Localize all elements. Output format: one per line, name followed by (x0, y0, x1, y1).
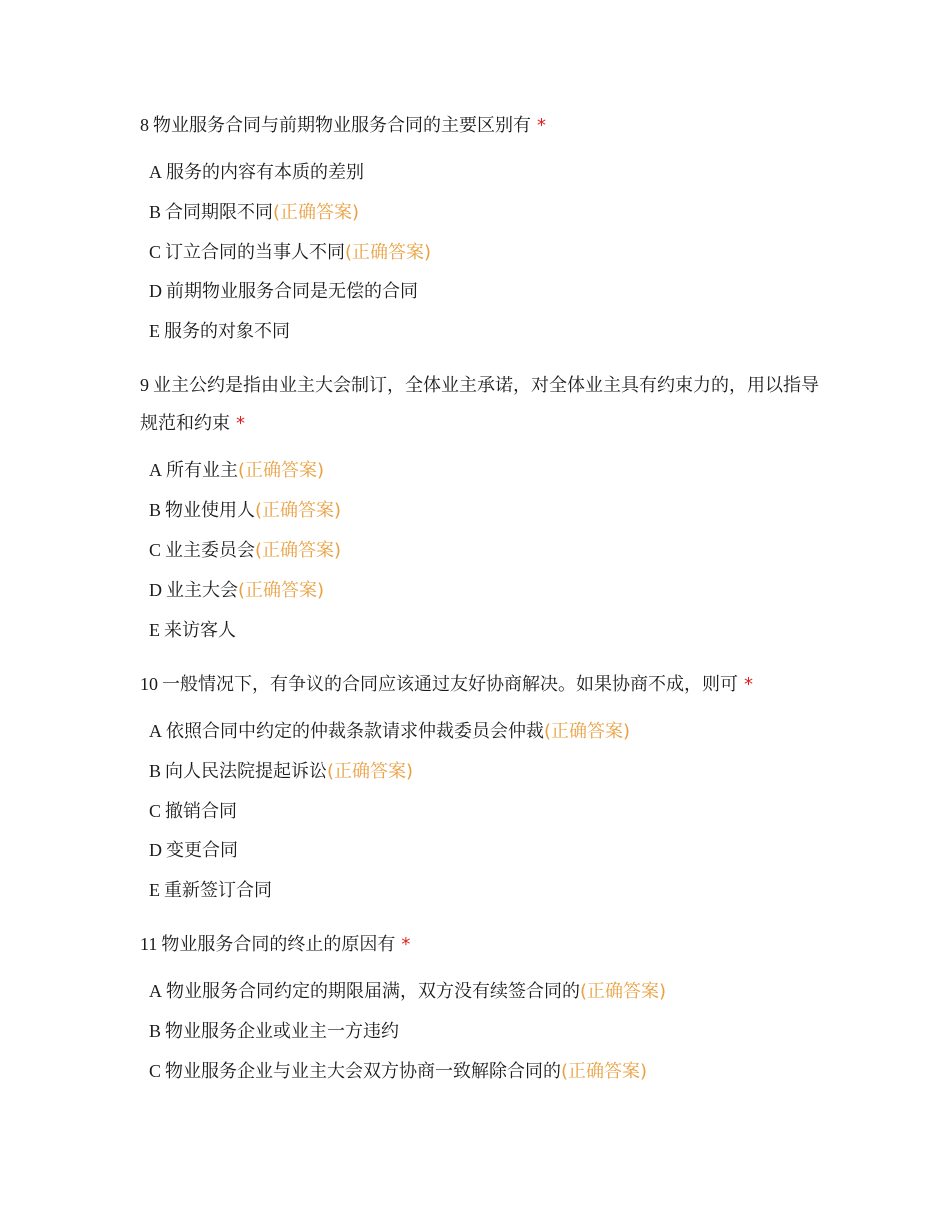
option-letter: C (149, 801, 162, 821)
option-letter: A (149, 460, 162, 480)
option-letter: D (149, 840, 162, 860)
option-10-c[interactable] (149, 798, 237, 825)
option-text: 合同期限不同 (165, 202, 274, 223)
option-9-d[interactable] (149, 577, 324, 604)
option-text: 业主大会 (166, 580, 238, 601)
required-mark: * (401, 934, 411, 955)
option-text: 依照合同中约定的仲裁条款请求仲裁委员会仲裁 (166, 721, 544, 742)
option-9-e[interactable] (149, 617, 236, 644)
option-text: 撤销合同 (165, 801, 238, 822)
option-10-e[interactable] (149, 877, 272, 904)
option-text: 来访客人 (164, 620, 236, 641)
option-letter: A (149, 721, 162, 741)
option-letter: B (149, 761, 162, 781)
option-letter: C (149, 540, 162, 560)
option-text: 变更合同 (166, 840, 238, 861)
option-9-a[interactable] (149, 457, 324, 484)
option-text: 业主委员会 (165, 540, 256, 561)
option-text: 向人民法院提起诉讼 (165, 761, 328, 782)
correct-answer-label: (正确答案) (238, 580, 325, 601)
option-text: 重新签订合同 (164, 880, 272, 901)
option-letter: C (149, 1061, 162, 1081)
option-letter: D (149, 281, 162, 301)
option-8-c[interactable] (149, 239, 431, 266)
required-mark: * (744, 674, 753, 695)
question-number: 9 (140, 375, 149, 395)
option-9-c[interactable] (149, 537, 341, 564)
option-letter: E (149, 620, 160, 640)
correct-answer-label: (正确答案) (544, 721, 631, 742)
option-letter: D (149, 580, 162, 600)
option-8-e[interactable] (149, 318, 290, 345)
question-text: 物业服务合同与前期物业服务合同的主要区别有 (153, 115, 531, 136)
option-10-d[interactable] (149, 837, 238, 864)
option-11-b[interactable] (149, 1018, 399, 1045)
question-number: 8 (140, 115, 149, 135)
option-text: 订立合同的当事人不同 (165, 242, 346, 263)
question-title (140, 925, 820, 964)
question-number: 10 (140, 674, 158, 694)
option-letter: E (149, 880, 160, 900)
option-8-a[interactable] (149, 159, 364, 186)
option-text: 物业服务企业或业主一方违约 (165, 1021, 400, 1042)
question-text: 业主公约是指由业主大会制订，全体业主承诺，对全体业主具有约束力的，用以指导规范和约束 (140, 375, 819, 434)
option-text: 物业服务企业与业主大会双方协商一致解除合同的 (165, 1061, 562, 1082)
correct-answer-label: (正确答案) (327, 761, 414, 782)
required-mark: * (236, 413, 245, 434)
option-letter: C (149, 242, 162, 262)
question-title (140, 366, 820, 443)
option-10-b[interactable] (149, 758, 413, 785)
correct-answer-label: (正确答案) (561, 1061, 648, 1082)
question-title (140, 106, 820, 145)
option-11-a[interactable] (149, 978, 666, 1005)
option-text: 服务的对象不同 (164, 321, 290, 342)
option-letter: A (149, 981, 162, 1001)
option-text: 所有业主 (166, 460, 238, 481)
question-title (140, 665, 820, 704)
correct-answer-label: (正确答案) (273, 202, 360, 223)
option-letter: B (149, 202, 162, 222)
option-text: 物业服务合同约定的期限届满，双方没有续签合同的 (166, 981, 580, 1002)
option-8-d[interactable] (149, 278, 418, 305)
option-text: 物业使用人 (165, 500, 256, 521)
correct-answer-label: (正确答案) (238, 460, 325, 481)
question-number: 11 (140, 934, 158, 954)
correct-answer-label: (正确答案) (255, 540, 342, 561)
option-11-c[interactable] (149, 1058, 647, 1085)
option-text: 服务的内容有本质的差别 (166, 162, 364, 183)
option-letter: B (149, 500, 162, 520)
option-letter: A (149, 162, 162, 182)
option-letter: E (149, 321, 160, 341)
correct-answer-label: (正确答案) (345, 242, 432, 263)
required-mark: * (537, 115, 546, 136)
option-text: 前期物业服务合同是无偿的合同 (166, 281, 418, 302)
correct-answer-label: (正确答案) (580, 981, 667, 1002)
question-text: 物业服务合同的终止的原因有 (161, 934, 396, 955)
option-10-a[interactable] (149, 718, 630, 745)
option-9-b[interactable] (149, 497, 341, 524)
option-8-b[interactable] (149, 199, 359, 226)
question-text: 一般情况下，有争议的合同应该通过友好协商解决。如果协商不成，则可 (162, 674, 738, 695)
correct-answer-label: (正确答案) (255, 500, 342, 521)
option-letter: B (149, 1021, 162, 1041)
